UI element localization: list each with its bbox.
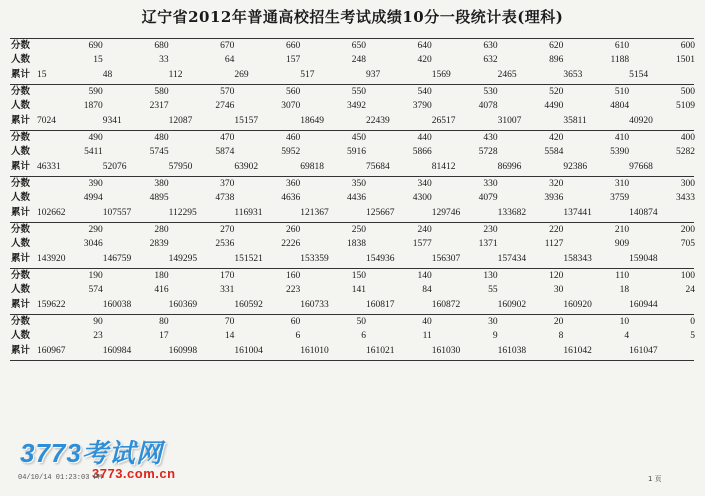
print-timestamp: 04/10/14 01:23:03 PM <box>18 474 103 482</box>
count-cell: 4079 <box>478 193 498 204</box>
count-cell: 909 <box>614 239 630 250</box>
cumulative-cell: 15157 <box>234 115 259 126</box>
cumulative-cell: 159622 <box>37 299 66 310</box>
count-cell: 11 <box>422 331 432 342</box>
count-cell: 3046 <box>83 239 103 250</box>
score-cell: 130 <box>483 271 498 282</box>
score-cell: 630 <box>483 41 498 52</box>
cumulative-row-label: 累计 <box>11 252 31 264</box>
score-row-label: 分数 <box>11 178 31 190</box>
count-cell: 14 <box>224 331 235 342</box>
cumulative-cell: 154936 <box>365 253 395 264</box>
cumulative-cell: 161004 <box>234 345 263 356</box>
score-cell: 610 <box>614 41 630 52</box>
cumulative-cell: 161010 <box>300 345 329 356</box>
score-cell: 580 <box>154 87 169 98</box>
count-cell: 64 <box>224 55 235 66</box>
cumulative-cell: 129746 <box>431 207 461 218</box>
score-cell: 90 <box>93 317 103 328</box>
count-cell: 331 <box>220 285 235 296</box>
cumulative-cell: 517 <box>300 69 315 80</box>
count-row <box>10 191 694 205</box>
cumulative-cell: 133682 <box>497 207 527 218</box>
score-cell: 160 <box>285 271 301 282</box>
score-cell: 280 <box>154 225 169 236</box>
count-cell: 5728 <box>478 147 498 158</box>
count-cell: 4804 <box>610 101 630 112</box>
cumulative-cell: 5154 <box>629 69 649 80</box>
cumulative-cell: 161042 <box>563 345 592 356</box>
score-cell: 250 <box>351 225 366 236</box>
score-cell: 260 <box>285 225 301 236</box>
score-cell: 180 <box>154 271 169 282</box>
score-cell: 20 <box>553 317 564 328</box>
score-cell: 420 <box>549 133 564 144</box>
count-cell: 4738 <box>215 193 235 204</box>
score-cell: 110 <box>615 271 630 282</box>
score-cell: 690 <box>88 41 103 52</box>
cumulative-cell: 158343 <box>563 253 592 264</box>
cumulative-cell: 26517 <box>431 115 456 126</box>
score-cell: 0 <box>690 317 695 328</box>
count-cell: 4436 <box>346 193 366 204</box>
cumulative-cell: 160369 <box>168 299 198 310</box>
count-cell: 416 <box>154 285 169 296</box>
score-cell: 390 <box>88 179 103 190</box>
cumulative-cell: 160817 <box>365 299 395 310</box>
cumulative-cell: 269 <box>234 69 249 80</box>
count-cell: 6 <box>295 331 301 342</box>
cumulative-cell: 3653 <box>563 69 583 80</box>
cumulative-cell: 81412 <box>431 161 456 172</box>
score-row <box>10 223 694 237</box>
cumulative-cell: 160038 <box>102 299 132 310</box>
score-cell: 150 <box>351 271 366 282</box>
score-cell: 50 <box>356 317 366 328</box>
count-cell: 33 <box>159 55 169 66</box>
cumulative-cell: 937 <box>365 69 381 80</box>
score-cell: 550 <box>351 87 366 98</box>
cumulative-cell: 57950 <box>168 161 193 172</box>
count-cell: 2746 <box>215 101 235 112</box>
count-cell: 4300 <box>412 193 432 204</box>
count-cell: 574 <box>88 285 103 296</box>
score-block <box>10 38 694 84</box>
score-row-label: 分数 <box>11 270 31 282</box>
cumulative-row <box>10 114 694 128</box>
cumulative-cell: 153359 <box>300 253 329 264</box>
cumulative-cell: 161038 <box>497 345 527 356</box>
cumulative-cell: 2465 <box>497 69 517 80</box>
cumulative-row <box>10 252 694 266</box>
count-row <box>10 145 694 159</box>
count-cell: 223 <box>285 285 301 296</box>
count-cell: 18 <box>619 285 630 296</box>
cumulative-cell: 143920 <box>37 253 66 264</box>
score-cell: 360 <box>285 179 301 190</box>
count-row-label: 人数 <box>11 100 31 112</box>
count-cell: 5866 <box>412 147 432 158</box>
cumulative-cell: 31007 <box>497 115 522 126</box>
cumulative-cell: 15 <box>37 69 47 80</box>
count-cell: 3936 <box>544 193 564 204</box>
cumulative-cell: 160967 <box>37 345 66 356</box>
score-table <box>10 38 694 361</box>
cumulative-cell: 160872 <box>431 299 461 310</box>
score-cell: 290 <box>88 225 103 236</box>
count-cell: 8 <box>558 331 564 342</box>
cumulative-row-label: 累计 <box>11 68 31 80</box>
score-cell: 210 <box>614 225 630 236</box>
cumulative-cell: 146759 <box>102 253 132 264</box>
cumulative-cell: 149295 <box>168 253 198 264</box>
cumulative-row-label: 累计 <box>11 114 31 126</box>
count-cell: 1371 <box>478 239 498 250</box>
score-cell: 220 <box>549 225 564 236</box>
count-cell: 30 <box>553 285 564 296</box>
score-cell: 570 <box>220 87 235 98</box>
score-block <box>10 314 694 361</box>
cumulative-cell: 35811 <box>563 115 587 126</box>
score-cell: 340 <box>417 179 432 190</box>
count-cell: 5745 <box>149 147 169 158</box>
score-cell: 530 <box>483 87 498 98</box>
count-cell: 157 <box>285 55 301 66</box>
count-cell: 1127 <box>544 239 564 250</box>
count-cell: 4895 <box>149 193 169 204</box>
count-cell: 5 <box>690 331 695 342</box>
count-row-label: 人数 <box>11 330 31 342</box>
cumulative-row <box>10 206 694 220</box>
score-block <box>10 268 694 314</box>
score-cell: 380 <box>154 179 169 190</box>
cumulative-row <box>10 68 694 82</box>
score-cell: 470 <box>220 133 235 144</box>
score-row-label: 分数 <box>11 132 31 144</box>
score-cell: 140 <box>417 271 432 282</box>
count-cell: 1838 <box>346 239 366 250</box>
page-number: 1 页 <box>648 475 662 483</box>
score-cell: 80 <box>159 317 169 328</box>
cumulative-row <box>10 160 694 174</box>
score-row <box>10 131 694 145</box>
score-cell: 590 <box>88 87 103 98</box>
cumulative-cell: 137441 <box>563 207 592 218</box>
cumulative-cell: 112 <box>168 69 183 80</box>
count-cell: 5390 <box>610 147 630 158</box>
score-cell: 320 <box>549 179 564 190</box>
score-row-label: 分数 <box>11 224 31 236</box>
cumulative-cell: 161047 <box>629 345 658 356</box>
score-cell: 300 <box>680 179 695 190</box>
count-cell: 248 <box>351 55 366 66</box>
count-cell: 5282 <box>675 147 695 158</box>
score-cell: 30 <box>488 317 498 328</box>
score-cell: 400 <box>680 133 695 144</box>
count-row <box>10 53 694 67</box>
count-cell: 4 <box>624 331 630 342</box>
count-cell: 2317 <box>149 101 169 112</box>
count-cell: 3492 <box>346 101 366 112</box>
count-cell: 4078 <box>478 101 498 112</box>
cumulative-row <box>10 298 694 312</box>
cumulative-cell: 160592 <box>234 299 263 310</box>
score-cell: 410 <box>614 133 630 144</box>
score-cell: 500 <box>680 87 695 98</box>
count-cell: 5109 <box>675 101 695 112</box>
cumulative-cell: 1569 <box>431 69 451 80</box>
count-cell: 5874 <box>215 147 235 158</box>
score-cell: 560 <box>285 87 301 98</box>
count-cell: 141 <box>351 285 366 296</box>
count-cell: 5916 <box>346 147 366 158</box>
count-cell: 420 <box>417 55 432 66</box>
count-row-label: 人数 <box>11 192 31 204</box>
cumulative-cell: 160984 <box>102 345 132 356</box>
count-row <box>10 99 694 113</box>
cumulative-cell: 112295 <box>168 207 197 218</box>
cumulative-cell: 160902 <box>497 299 527 310</box>
score-cell: 600 <box>680 41 695 52</box>
count-cell: 23 <box>93 331 103 342</box>
score-row <box>10 177 694 191</box>
cumulative-row <box>10 344 694 358</box>
cumulative-cell: 69818 <box>300 161 324 172</box>
score-cell: 230 <box>483 225 498 236</box>
count-cell: 2839 <box>149 239 169 250</box>
cumulative-cell: 140874 <box>629 207 658 218</box>
count-cell: 6 <box>361 331 366 342</box>
cumulative-cell: 121367 <box>300 207 329 218</box>
watermark-logo: 3773考试网 <box>20 438 163 468</box>
cumulative-cell: 161030 <box>431 345 461 356</box>
cumulative-cell: 160944 <box>629 299 658 310</box>
cumulative-cell: 75684 <box>365 161 390 172</box>
cumulative-cell: 52076 <box>102 161 127 172</box>
count-row <box>10 283 694 297</box>
count-cell: 632 <box>483 55 498 66</box>
score-row-label: 分数 <box>11 86 31 98</box>
score-cell: 70 <box>224 317 235 328</box>
cumulative-cell: 125667 <box>365 207 395 218</box>
count-cell: 5584 <box>544 147 564 158</box>
count-cell: 1870 <box>83 101 103 112</box>
score-cell: 650 <box>351 41 366 52</box>
score-row <box>10 39 694 53</box>
cumulative-cell: 107557 <box>102 207 132 218</box>
score-cell: 520 <box>549 87 564 98</box>
score-cell: 330 <box>483 179 498 190</box>
count-row-label: 人数 <box>11 146 31 158</box>
cumulative-cell: 157434 <box>497 253 527 264</box>
cumulative-cell: 161021 <box>365 345 395 356</box>
score-block <box>10 84 694 130</box>
cumulative-cell: 156307 <box>431 253 461 264</box>
cumulative-cell: 159048 <box>629 253 658 264</box>
score-block <box>10 130 694 176</box>
score-cell: 60 <box>290 317 301 328</box>
score-cell: 10 <box>619 317 630 328</box>
cumulative-row-label: 累计 <box>11 160 31 172</box>
count-cell: 24 <box>685 285 695 296</box>
count-cell: 4490 <box>544 101 564 112</box>
cumulative-cell: 40920 <box>629 115 653 126</box>
cumulative-cell: 116931 <box>234 207 263 218</box>
count-cell: 17 <box>159 331 169 342</box>
score-cell: 670 <box>220 41 235 52</box>
cumulative-cell: 48 <box>102 69 113 80</box>
count-cell: 5411 <box>84 147 103 158</box>
count-cell: 1188 <box>610 55 630 66</box>
cumulative-cell: 46331 <box>37 161 61 172</box>
cumulative-row-label: 累计 <box>11 298 31 310</box>
count-cell: 4994 <box>83 193 103 204</box>
score-cell: 240 <box>417 225 432 236</box>
cumulative-cell: 7024 <box>37 115 56 126</box>
cumulative-cell: 160733 <box>300 299 329 310</box>
count-cell: 705 <box>680 239 695 250</box>
count-cell: 2536 <box>215 239 235 250</box>
page-title: 辽宁省2012年普通高校招生考试成绩10分一段统计表(理科) <box>141 8 564 26</box>
cumulative-cell: 160920 <box>563 299 592 310</box>
score-cell: 490 <box>88 133 103 144</box>
count-cell: 3070 <box>281 101 301 112</box>
count-cell: 2226 <box>281 239 301 250</box>
score-cell: 190 <box>88 271 103 282</box>
count-cell: 1577 <box>412 239 432 250</box>
count-cell: 5952 <box>281 147 301 158</box>
score-row <box>10 315 694 329</box>
score-cell: 200 <box>680 225 695 236</box>
count-cell: 4636 <box>281 193 301 204</box>
score-cell: 540 <box>417 87 432 98</box>
score-cell: 40 <box>422 317 432 328</box>
score-cell: 170 <box>220 271 235 282</box>
count-cell: 1501 <box>675 55 695 66</box>
score-cell: 680 <box>154 41 169 52</box>
cumulative-cell: 97668 <box>629 161 653 172</box>
cumulative-cell: 151521 <box>234 253 263 264</box>
score-cell: 100 <box>680 271 695 282</box>
cumulative-cell: 102662 <box>37 207 66 218</box>
count-cell: 9 <box>492 331 498 342</box>
count-row-label: 人数 <box>11 284 31 296</box>
cumulative-cell: 18649 <box>300 115 324 126</box>
score-cell: 620 <box>549 41 564 52</box>
count-cell: 3790 <box>412 101 432 112</box>
cumulative-row-label: 累计 <box>11 344 31 356</box>
watermark-url: 3773.com.cn <box>92 466 176 481</box>
cumulative-row-label: 累计 <box>11 206 31 218</box>
cumulative-cell: 12087 <box>168 115 193 126</box>
cumulative-cell: 92386 <box>563 161 588 172</box>
score-cell: 370 <box>220 179 235 190</box>
count-cell: 15 <box>93 55 103 66</box>
score-row <box>10 85 694 99</box>
score-cell: 440 <box>417 133 432 144</box>
count-row-label: 人数 <box>11 238 31 250</box>
score-cell: 350 <box>351 179 366 190</box>
count-cell: 3433 <box>675 193 695 204</box>
score-cell: 270 <box>220 225 235 236</box>
count-cell: 3759 <box>610 193 630 204</box>
score-cell: 450 <box>351 133 366 144</box>
score-block <box>10 176 694 222</box>
cumulative-cell: 63902 <box>234 161 259 172</box>
count-cell: 84 <box>422 285 432 296</box>
score-cell: 310 <box>614 179 630 190</box>
count-row <box>10 237 694 251</box>
score-row-label: 分数 <box>11 316 31 328</box>
score-row <box>10 269 694 283</box>
score-cell: 660 <box>285 41 301 52</box>
score-cell: 510 <box>614 87 630 98</box>
cumulative-cell: 22439 <box>365 115 390 126</box>
cumulative-cell: 160998 <box>168 345 198 356</box>
score-cell: 120 <box>549 271 564 282</box>
cumulative-cell: 86996 <box>497 161 522 172</box>
score-block <box>10 222 694 268</box>
count-cell: 896 <box>549 55 564 66</box>
cumulative-cell: 9341 <box>102 115 122 126</box>
count-row <box>10 329 694 343</box>
score-row-label: 分数 <box>11 40 31 52</box>
count-cell: 55 <box>488 285 498 296</box>
score-cell: 460 <box>285 133 301 144</box>
count-row-label: 人数 <box>11 54 31 66</box>
score-cell: 640 <box>417 41 432 52</box>
score-cell: 430 <box>483 133 498 144</box>
score-cell: 480 <box>154 133 169 144</box>
